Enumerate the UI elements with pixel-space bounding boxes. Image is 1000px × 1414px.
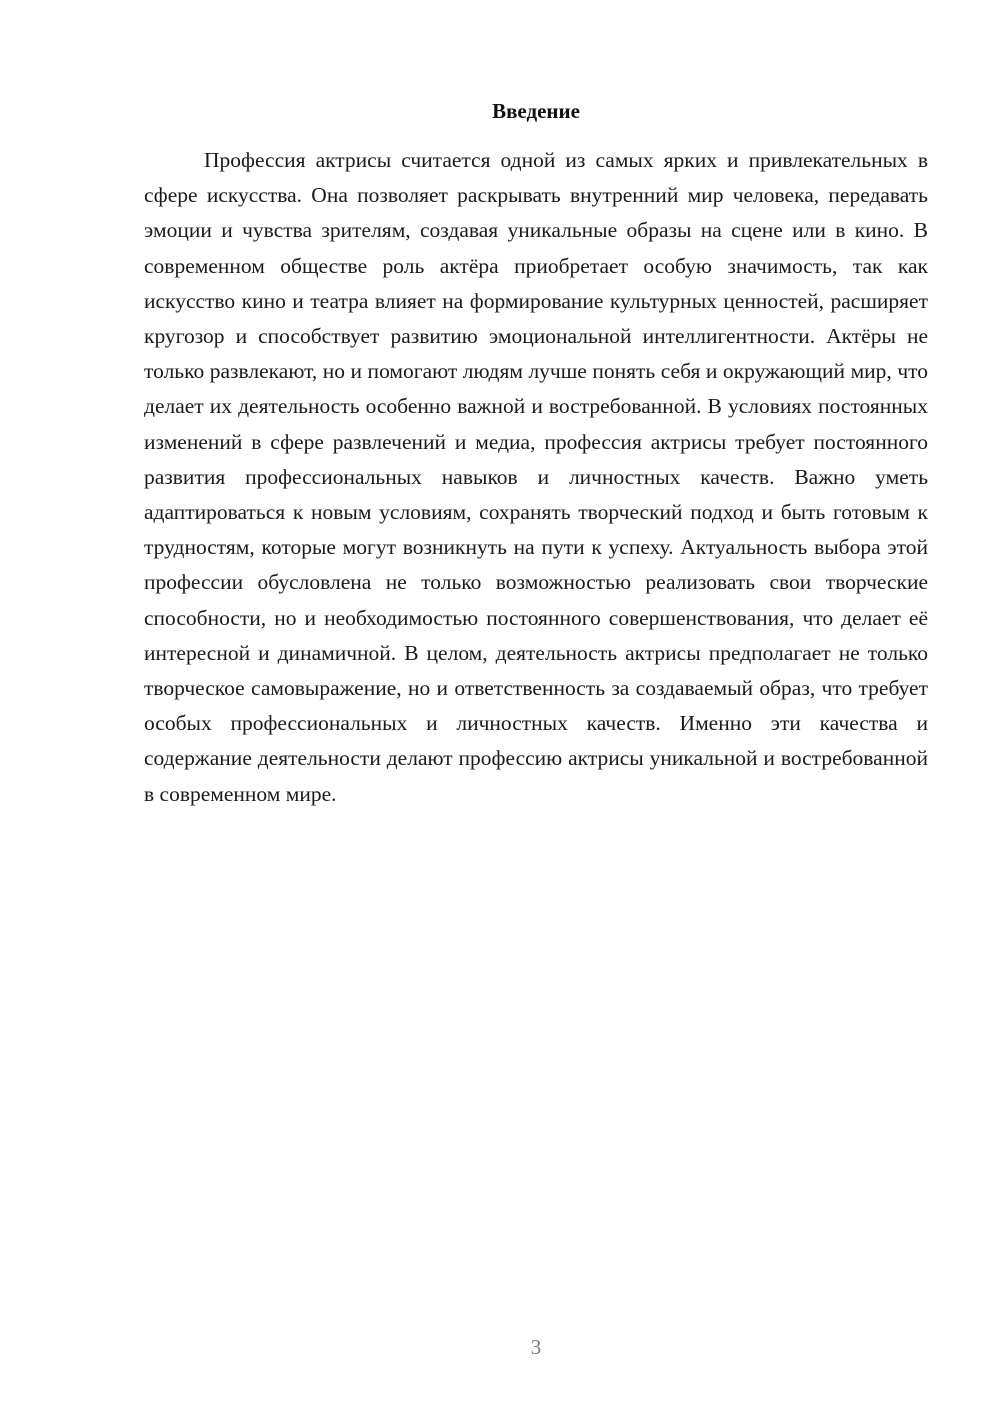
page-number: 3 bbox=[530, 1335, 542, 1359]
section-heading: Введение bbox=[492, 99, 580, 123]
body-paragraph: Профессия актрисы считается одной из самых ярких и привлекательных в сфере искусства. Она позволяет раскрывать внутренний мир человека, передавать эмоции и чувства зрителям, создавая уникальные образы на сцене или в кино. В современном обществе роль актёра приобретает особую значимость, так как искусство кино и театра влияет на формирование культурных ценностей, расширяет кругозор и способствует развитию эмоциональной интеллигентности. Актёры не только развлекают, но и помогают людям лучше понять себя и окружающий мир, что делает их деятельность особенно важной и востребованной. В условиях постоянных изменений в сфере развлечений и медиа, профессия актрисы требует постоянного развития профессиональных навыков и личностных качеств. Важно уметь адаптироваться к новым условиям, сохранять творческий подход и быть готовым к трудностям, которые могут возникнуть на пути к успеху. Актуальность выбора этой профессии обусловлена не только возможностью реализовать свои творческие способности, но и необходимостью постоянного совершенствования, что делает её интересной и динамичной. В целом, деятельность актрисы предполагает не только творческое самовыражение, но и ответственность за создаваемый образ, что требует особых профессиональных и личностных качеств. Именно эти качества и содержание деятельности делают профессию актрисы уникальной и востребованной в современном мире. bbox=[144, 148, 928, 806]
